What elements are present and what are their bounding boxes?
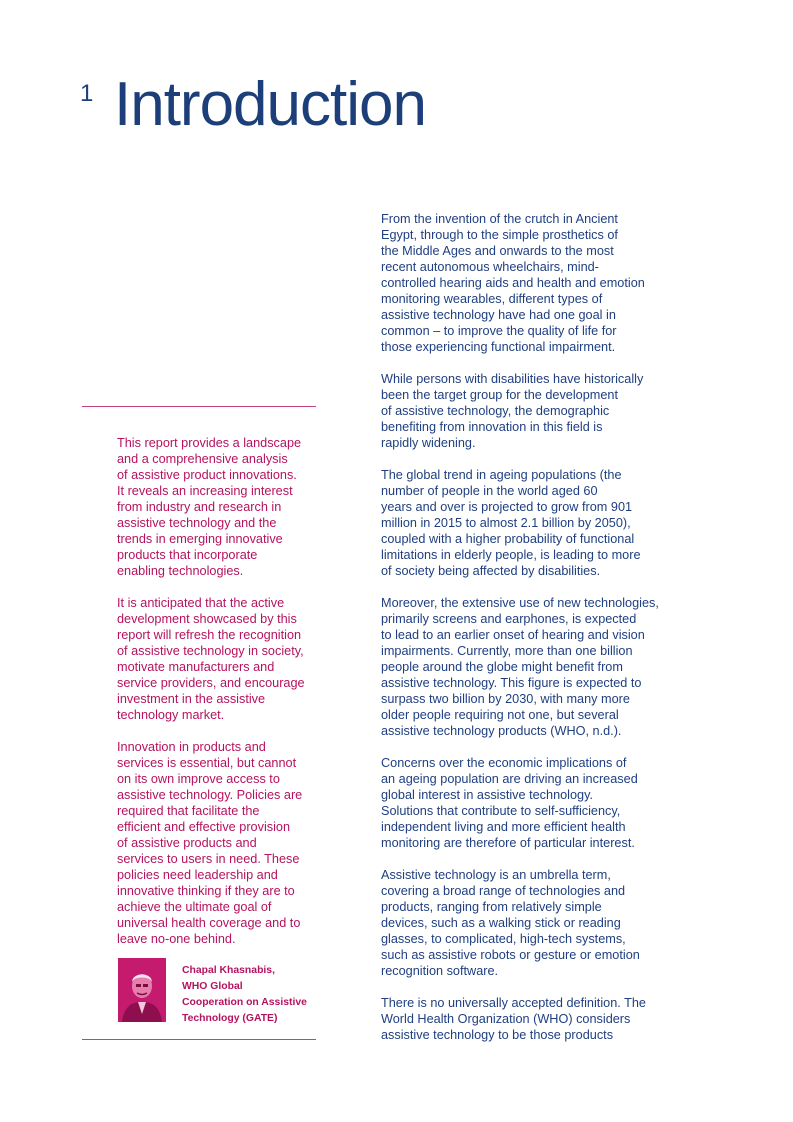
quote-paragraph: It is anticipated that the active development showcased by this report will refresh the recognition of assistive technology in society, motivate manufacturers and service providers, and encourage investment in the assistive technology market. <box>117 596 305 722</box>
main-paragraph: While persons with disabilities have historically been the target group for the development of assistive technology, the demographic benefiting from innovation in this field is rapidly widening. <box>381 372 644 450</box>
main-paragraph: From the invention of the crutch in Ancient Egypt, through to the simple prosthetics of the Middle Ages and onwards to the most recent autonomous wheelchairs, mind- controlled hearing aids and health and emotion monitoring wearables, different types of assistive technology have had one goal in common – to improve the quality of life for those experiencing functional impairment. <box>381 212 645 354</box>
main-paragraph: Moreover, the extensive use of new technologies, primarily screens and earphones, is expected to lead to an earlier onset of hearing and vision impairments. Currently, more than one billion people around the globe might benefit from assistive technology. This figure is expected to surpass two billion by 2030, with many more older people requiring not one, but several assistive technology products (WHO, n.d.). <box>381 596 659 738</box>
main-paragraph: Assistive technology is an umbrella term, covering a broad range of technologies and products, ranging from relatively simple devices, such as a walking stick or reading glasses, to complicated, high-tech systems, such as assistive robots or gesture or emotion recognition software. <box>381 868 640 978</box>
author-photo <box>118 958 166 1022</box>
sidebar-quote <box>117 435 327 963</box>
page-title: Introduction <box>114 70 426 139</box>
chapter-number: 1 <box>80 80 94 107</box>
quote-bottom-divider <box>82 1039 316 1040</box>
main-text-column <box>381 211 681 1059</box>
main-paragraph: The global trend in ageing populations (the number of people in the world aged 60 years and over is projected to grow from 901 million in 2015 to almost 2.1 billion by 2050), coupled with a higher probability of functional limitations in elderly people, is leading to more of society being affected by disabilities. <box>381 468 641 578</box>
quote-attribution <box>118 958 318 1026</box>
main-paragraph: There is no universally accepted definition. The World Health Organization (WHO) considers assistive technology to be those products <box>381 996 646 1042</box>
person-portrait-icon <box>118 958 166 1022</box>
main-paragraph: Concerns over the economic implications of an ageing population are driving an increased global interest in assistive technology. Solutions that contribute to self-sufficiency, independent living and more efficient health monitoring are therefore of particular interest. <box>381 756 638 850</box>
quote-top-divider <box>82 406 316 407</box>
quote-paragraph: This report provides a landscape and a comprehensive analysis of assistive product innovations. It reveals an increasing interest from industry and research in assistive technology and the trends in emerging innovative products that incorporate enabling technologies. <box>117 436 302 578</box>
attribution-name: Chapal Khasnabis, WHO Global Cooperation on Assistive Technology (GATE) <box>182 965 307 1024</box>
quote-paragraph: Innovation in products and services is essential, but cannot on its own improve access to assistive technology. Policies are required that facilitate the efficient and effective provision of assistive products and services to users in need. These policies need leadership and innovative thinking if they are to achieve the ultimate goal of universal health coverage and to leave no-one behind. <box>117 740 303 946</box>
